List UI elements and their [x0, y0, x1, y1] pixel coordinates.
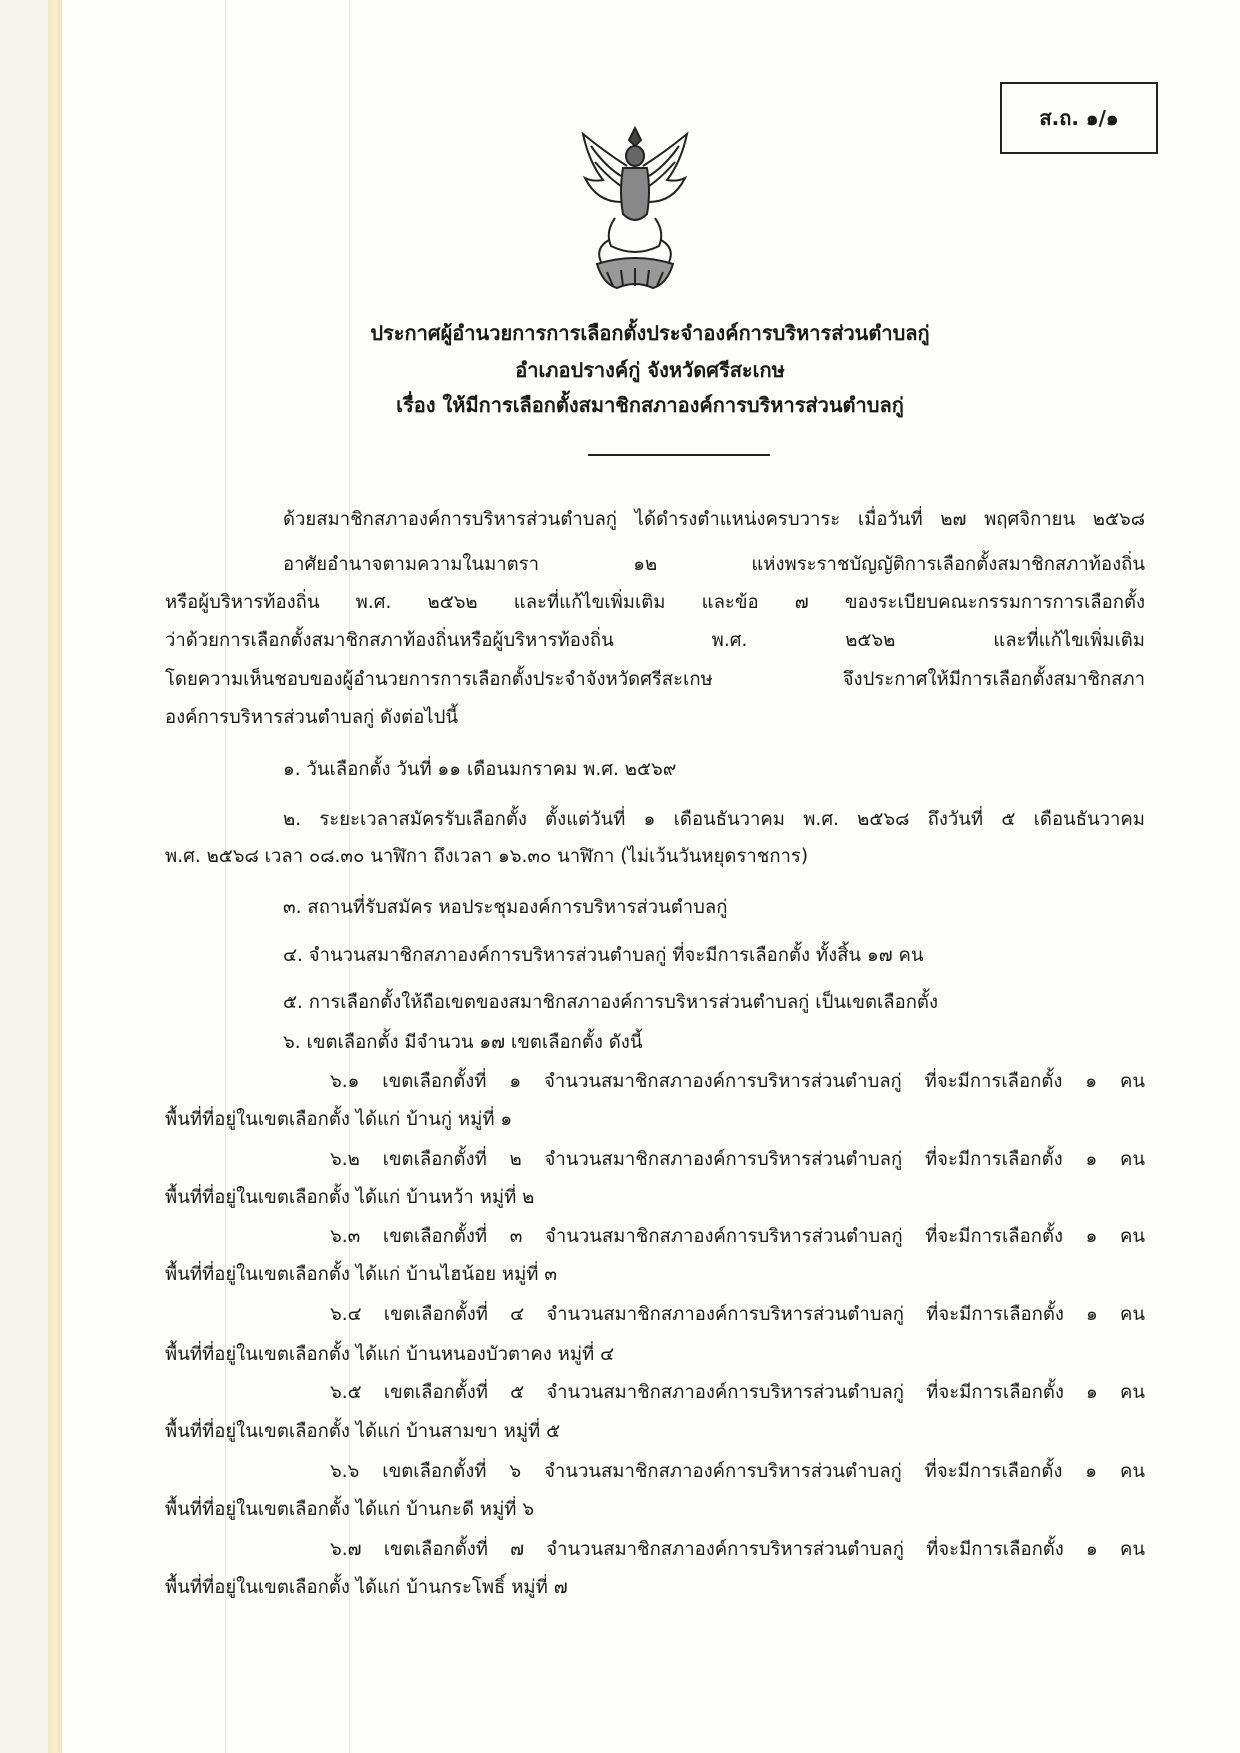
authority-line: โดยความเห็นชอบของผู้อำนวยการการเลือกตั้งประจำจังหวัดศรีสะเกษ จึงประกาศให้มีการเลือกตั้งสมาชิกสภา [165, 669, 1145, 690]
district-line: ๖.๑ เขตเลือกตั้งที่ ๑ จำนวนสมาชิกสภาองค์การบริหารส่วนตำบลกู่ ที่จะมีการเลือกตั้ง ๑ คน [330, 1071, 1145, 1092]
title-line-1: ประกาศผู้อำนวยการการเลือกตั้งประจำองค์การบริหารส่วนตำบลกู่ [370, 321, 930, 345]
district-area: พื้นที่ที่อยู่ในเขตเลือกตั้ง ได้แก่ บ้านหว้า หมู่ที่ ๒ [165, 1187, 535, 1208]
district-area: พื้นที่ที่อยู่ในเขตเลือกตั้ง ได้แก่ บ้านหนองบัวตาคง หมู่ที่ ๔ [165, 1344, 615, 1365]
district-area: พื้นที่ที่อยู่ในเขตเลือกตั้ง ได้แก่ บ้านกะดี หมู่ที่ ๖ [165, 1499, 535, 1520]
district-area: พื้นที่ที่อยู่ในเขตเลือกตั้ง ได้แก่ บ้านกู่ หมู่ที่ ๑ [165, 1109, 513, 1130]
district-line: ๖.๗ เขตเลือกตั้งที่ ๗ จำนวนสมาชิกสภาองค์การบริหารส่วนตำบลกู่ ที่จะมีการเลือกตั้ง ๑ คน [330, 1539, 1145, 1560]
authority-line: หรือผู้บริหารท้องถิ่น พ.ศ. ๒๕๖๒ และที่แก้ไขเพิ่มเติม และข้อ ๗ ของระเบียบคณะกรรมการการเลือกตั้ง [165, 592, 1145, 613]
district-area: พื้นที่ที่อยู่ในเขตเลือกตั้ง ได้แก่ บ้านกระโพธิ์ หมู่ที่ ๗ [165, 1577, 568, 1598]
item-application-place: ๓. สถานที่รับสมัคร หอประชุมองค์การบริหารส่วนตำบลกู่ [283, 897, 728, 918]
intro-paragraph: ด้วยสมาชิกสภาองค์การบริหารส่วนตำบลกู่ ได้ดำรงตำแหน่งครบวาระ เมื่อวันที่ ๒๗ พฤศจิกายน ๒๕๖๘ [283, 509, 1145, 530]
item-constituency-basis: ๕. การเลือกตั้งให้ถือเขตของสมาชิกสภาองค์การบริหารส่วนตำบลกู่ เป็นเขตเลือกตั้ง [283, 992, 938, 1013]
form-code-box: ส.ถ. ๑/๑ [1000, 82, 1158, 154]
item-application-period: ๒. ระยะเวลาสมัครรับเลือกตั้ง ตั้งแต่วันที่ ๑ เดือนธันวาคม พ.ศ. ๒๕๖๘ ถึงวันที่ ๕ เดือนธันวาคม [283, 809, 1145, 830]
item-application-period-cont: พ.ศ. ๒๕๖๘ เวลา ๐๘.๓๐ นาฬิกา ถึงเวลา ๑๖.๓๐ นาฬิกา (ไม่เว้นวันหยุดราชการ) [165, 846, 809, 867]
authority-line: องค์การบริหารส่วนตำบลกู่ ดังต่อไปนี้ [165, 707, 459, 728]
district-line: ๖.๖ เขตเลือกตั้งที่ ๖ จำนวนสมาชิกสภาองค์การบริหารส่วนตำบลกู่ ที่จะมีการเลือกตั้ง ๑ คน [330, 1461, 1145, 1482]
scan-margin [0, 0, 48, 1753]
district-line: ๖.๓ เขตเลือกตั้งที่ ๓ จำนวนสมาชิกสภาองค์การบริหารส่วนตำบลกู่ ที่จะมีการเลือกตั้ง ๑ คน [330, 1226, 1145, 1247]
authority-line: ว่าด้วยการเลือกตั้งสมาชิกสภาท้องถิ่นหรือผู้บริหารท้องถิ่น พ.ศ. ๒๕๖๒ และที่แก้ไขเพิ่มเติม [165, 630, 1145, 651]
item-constituency-count: ๖. เขตเลือกตั้ง มีจำนวน ๑๗ เขตเลือกตั้ง ดังนี้ [283, 1032, 643, 1053]
item-election-date: ๑. วันเลือกตั้ง วันที่ ๑๑ เดือนมกราคม พ.ศ. ๒๕๖๙ [283, 759, 677, 780]
authority-line: อาศัยอำนาจตามความในมาตรา ๑๒ แห่งพระราชบัญญัติการเลือกตั้งสมาชิกสภาท้องถิ่น [283, 554, 1145, 575]
item-member-count: ๔. จำนวนสมาชิกสภาองค์การบริหารส่วนตำบลกู่ ที่จะมีการเลือกตั้ง ทั้งสิ้น ๑๗ คน [283, 945, 924, 966]
title-divider [588, 454, 770, 456]
district-line: ๖.๔ เขตเลือกตั้งที่ ๔ จำนวนสมาชิกสภาองค์การบริหารส่วนตำบลกู่ ที่จะมีการเลือกตั้ง ๑ คน [330, 1304, 1145, 1325]
district-line: ๖.๕ เขตเลือกตั้งที่ ๕ จำนวนสมาชิกสภาองค์การบริหารส่วนตำบลกู่ ที่จะมีการเลือกตั้ง ๑ คน [330, 1382, 1145, 1403]
scan-edge-strip [48, 0, 62, 1753]
district-area: พื้นที่ที่อยู่ในเขตเลือกตั้ง ได้แก่ บ้านสามขา หมู่ที่ ๕ [165, 1421, 561, 1442]
title-line-2: อำเภอปรางค์กู่ จังหวัดศรีสะเกษ [515, 358, 785, 382]
district-line: ๖.๒ เขตเลือกตั้งที่ ๒ จำนวนสมาชิกสภาองค์การบริหารส่วนตำบลกู่ ที่จะมีการเลือกตั้ง ๑ คน [330, 1149, 1145, 1170]
garuda-emblem-icon [575, 122, 695, 300]
district-area: พื้นที่ที่อยู่ในเขตเลือกตั้ง ได้แก่ บ้านไฮน้อย หมู่ที่ ๓ [165, 1264, 558, 1285]
title-line-3: เรื่อง ให้มีการเลือกตั้งสมาชิกสภาองค์การบริหารส่วนตำบลกู่ [396, 393, 904, 417]
